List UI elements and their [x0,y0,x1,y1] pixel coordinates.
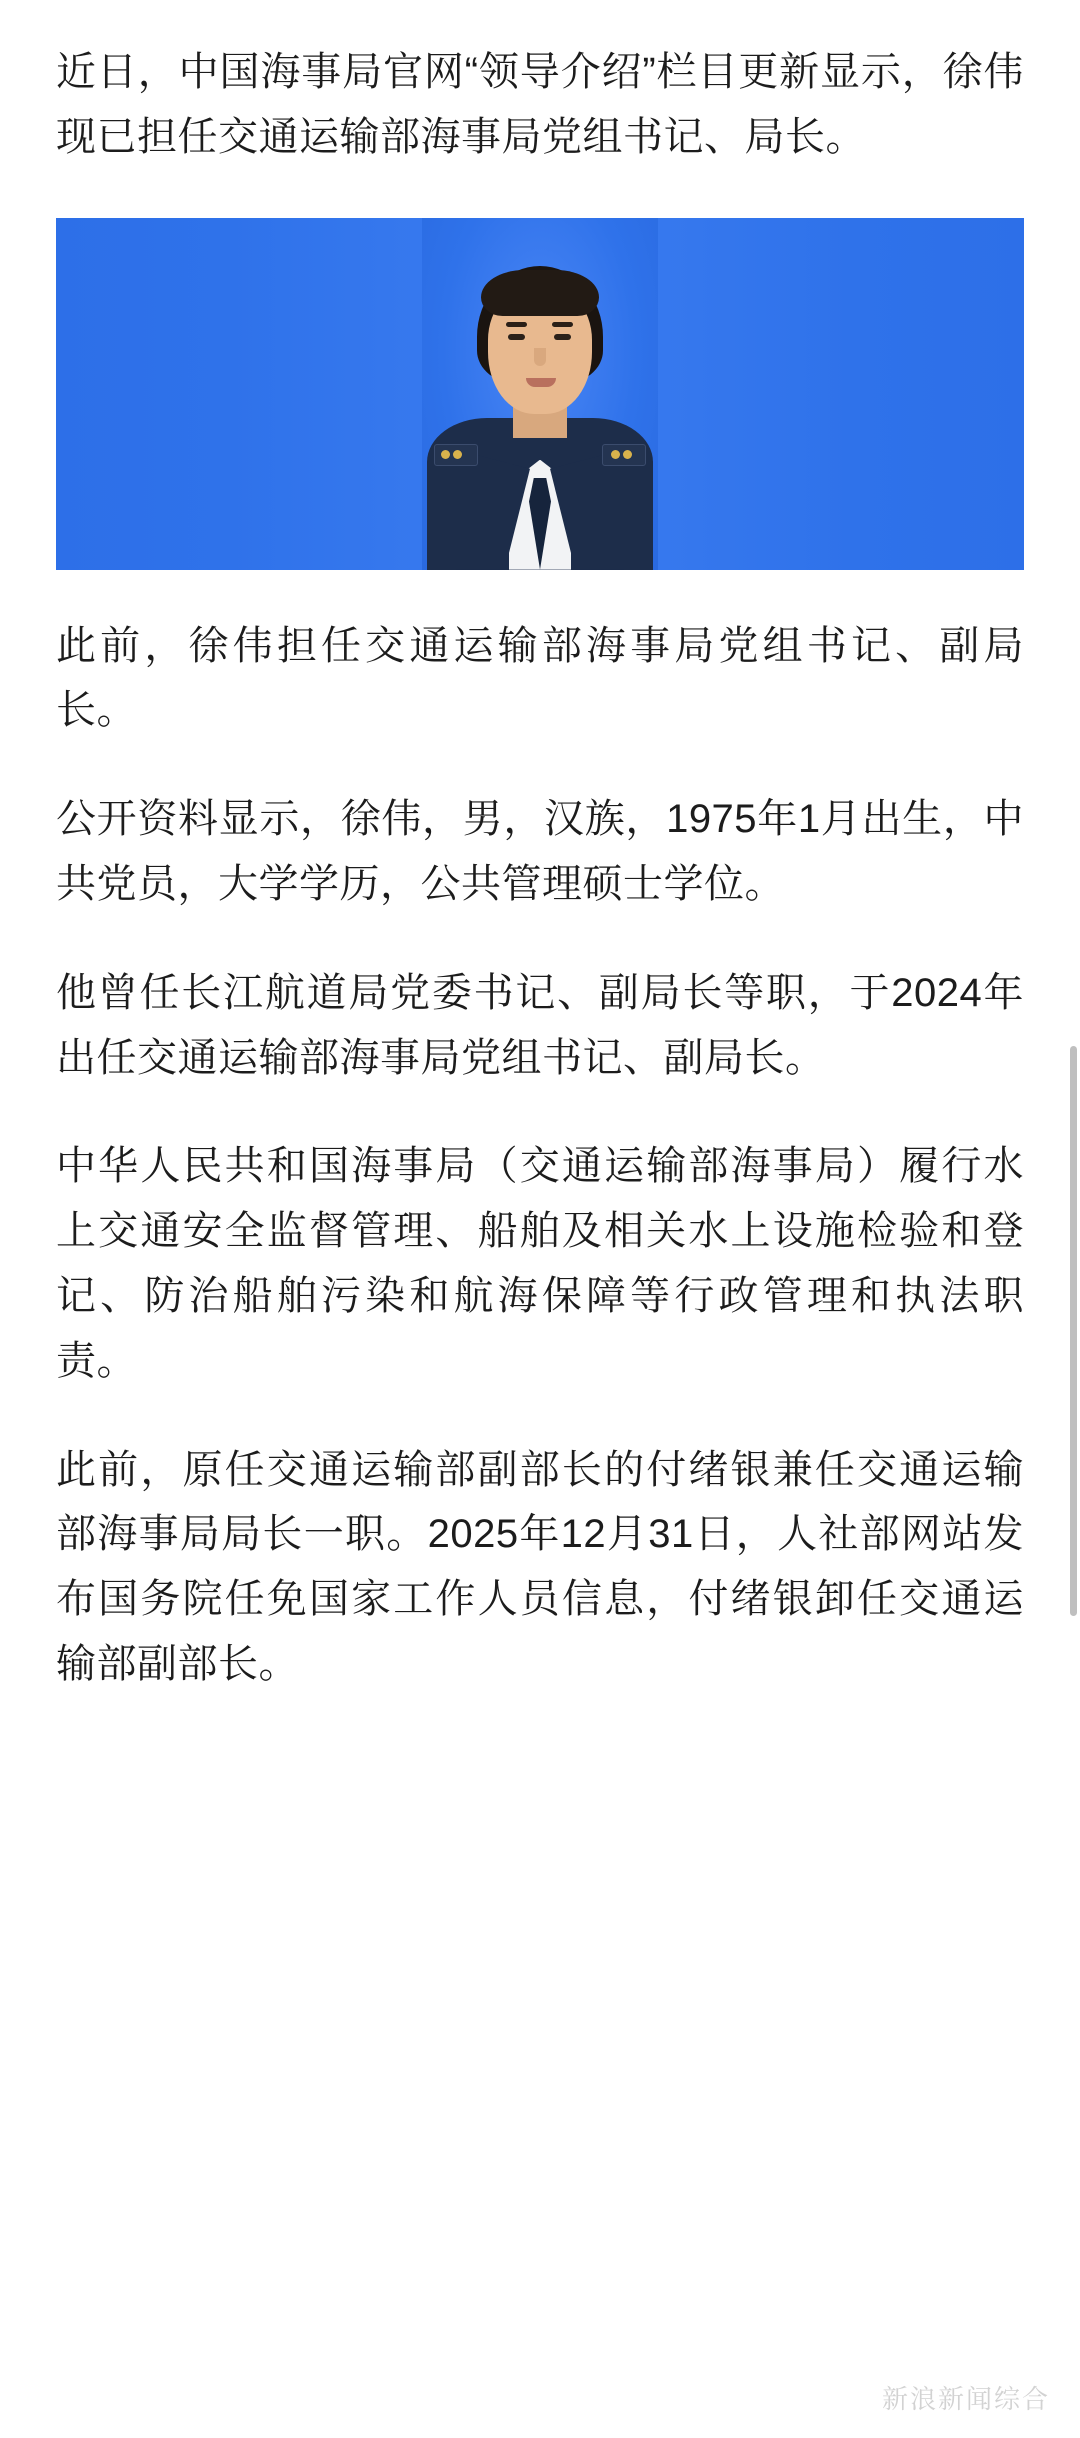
paragraph-6: 此前，原任交通运输部副部长的付绪银兼任交通运输部海事局局长一职。2025年12月31日，人社部网站发布国务院任免国家工作人员信息，付绪银卸任交通运输部副部长。 [56,1447,1024,1686]
paragraph-3: 公开资料显示，徐伟，男，汉族，1975年1月出生，中共党员，大学学历，公共管理硕士学位。 [56,797,1024,906]
portrait-fringe [481,270,599,316]
portrait-eye-right [554,334,571,340]
portrait-photo-inner [422,218,658,570]
portrait-nose [534,348,546,366]
watermark-text: 新浪新闻综合 [881,2384,1050,2414]
portrait-epaulet-left [434,444,478,466]
paragraph-1: 近日，中国海事局官网“领导介绍”栏目更新显示，徐伟现已担任交通运输部海事局党组书记、局长。 [56,50,1024,159]
paragraph-5: 中华人民共和国海事局（交通运输部海事局）履行水上交通安全监督管理、船舶及相关水上设施检验和登记、防治船舶污染和航海保障等行政管理和执法职责。 [56,1144,1024,1383]
portrait-eyebrow-left [506,322,527,327]
portrait-photo [56,218,1024,570]
portrait-eyebrow-right [552,322,573,327]
paragraph-4: 他曾任长江航道局党委书记、副局长等职，于2024年出任交通运输部海事局党组书记、副局长。 [56,970,1024,1080]
portrait-mouth [526,378,556,387]
article-figure [56,218,1024,570]
portrait-epaulet-right [602,444,646,466]
paragraph-2: 此前，徐伟担任交通运输部海事局党组书记、副局长。 [56,623,1024,733]
page-scrollbar[interactable] [1070,1046,1077,1616]
portrait-eye-left [508,334,525,340]
